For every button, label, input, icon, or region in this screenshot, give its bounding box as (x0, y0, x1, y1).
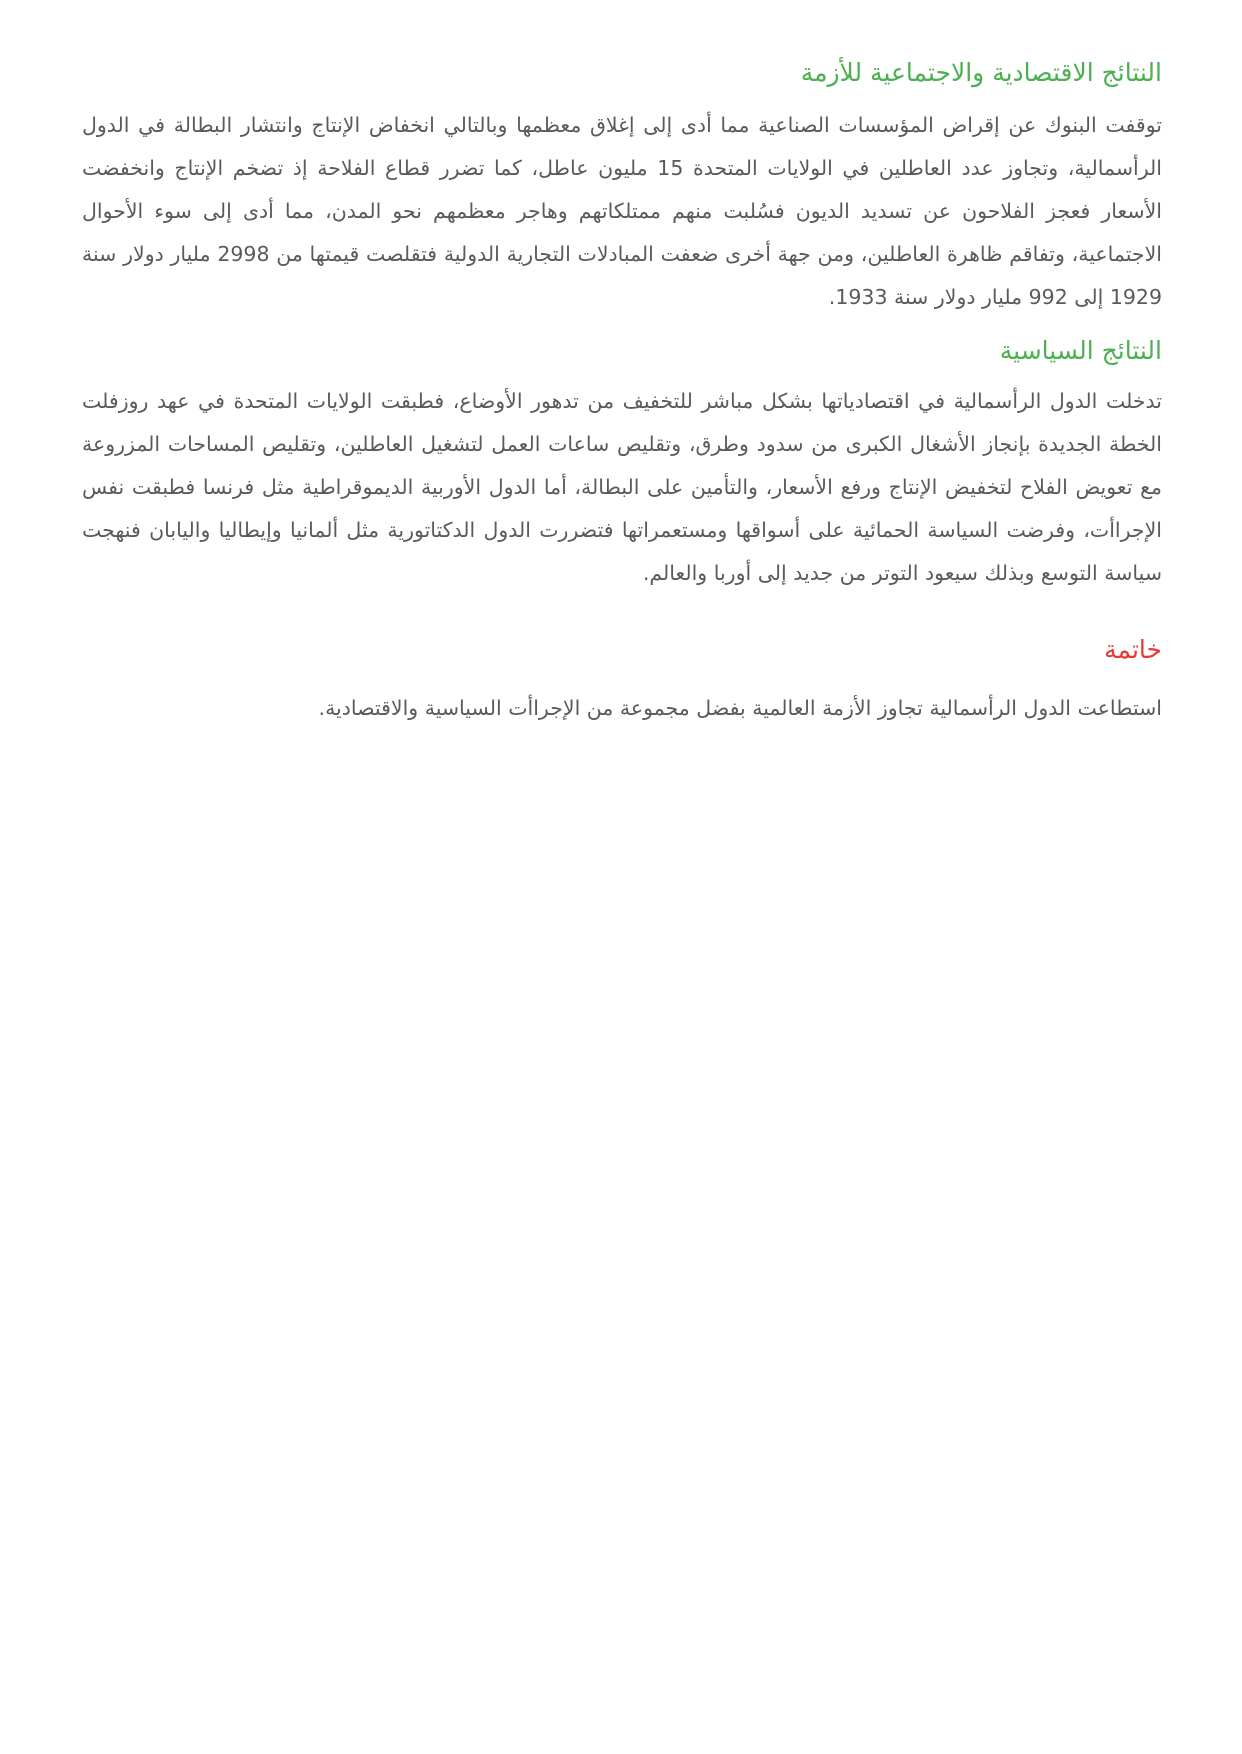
conclusion-heading: خاتمة (1104, 635, 1162, 664)
document-page (82, 0, 1162, 730)
section-paragraph: توقفت البنوك عن إقراض المؤسسات الصناعية مما أدى إلى إغلاق معظمها وبالتالي انخفاض الإنتاج وانتشار البطالة في الدول الرأسمالية، وتجاوز عدد العاطلين في الولايات المتحدة 15 مليون عاطل، كما تضرر قطاع الفلاحة إذ تضخم الإنتاج وانخفضت الأسعار فعجز الفلاحون عن تسديد الديون فسُلبت منهم ممتلكاتهم وهاجر معظمهم نحو المدن، مما أدى إلى سوء الأحوال الاجتماعية، وتفاقم ظاهرة العاطلين، ومن جهة أخرى ضعفت المبادلات التجارية الدولية فتقلصت قيمتها من 2998 مليار دولار سنة 1929 إلى 992 مليار دولار سنة 1933. (82, 113, 1162, 309)
section-heading: النتائج الاقتصادية والاجتماعية للأزمة (800, 58, 1162, 87)
section-paragraph: تدخلت الدول الرأسمالية في اقتصادياتها بشكل مباشر للتخفيف من تدهور الأوضاع، فطبقت الولايات المتحدة في عهد روزفلت الخطة الجديدة بإنجاز الأشغال الكبرى من سدود وطرق، وتقليص ساعات العمل لتشغيل العاطلين، وتقليص المساحات المزروعة مع تعويض الفلاح لتخفيض الإنتاج ورفع الأسعار، والتأمين على البطالة، أما الدول الأوربية الديموقراطية مثل فرنسا فطبقت نفس الإجراأت، وفرضت السياسة الحمائية على أسواقها ومستعمراتها فتضررت الدول الدكتاتورية مثل ألمانيا وإيطاليا واليابان فنهجت سياسة التوسع وبذلك سيعود التوتر من جديد إلى أوربا والعالم. (82, 389, 1162, 585)
section-economic-social-results (82, 0, 1162, 319)
section-heading: النتائج السياسية (999, 336, 1162, 365)
section-conclusion (82, 595, 1162, 730)
section-political-results (82, 319, 1162, 595)
conclusion-paragraph: استطاعت الدول الرأسمالية تجاوز الأزمة العالمية بفضل مجموعة من الإجراأت السياسية والاقتصادية. (318, 696, 1162, 720)
